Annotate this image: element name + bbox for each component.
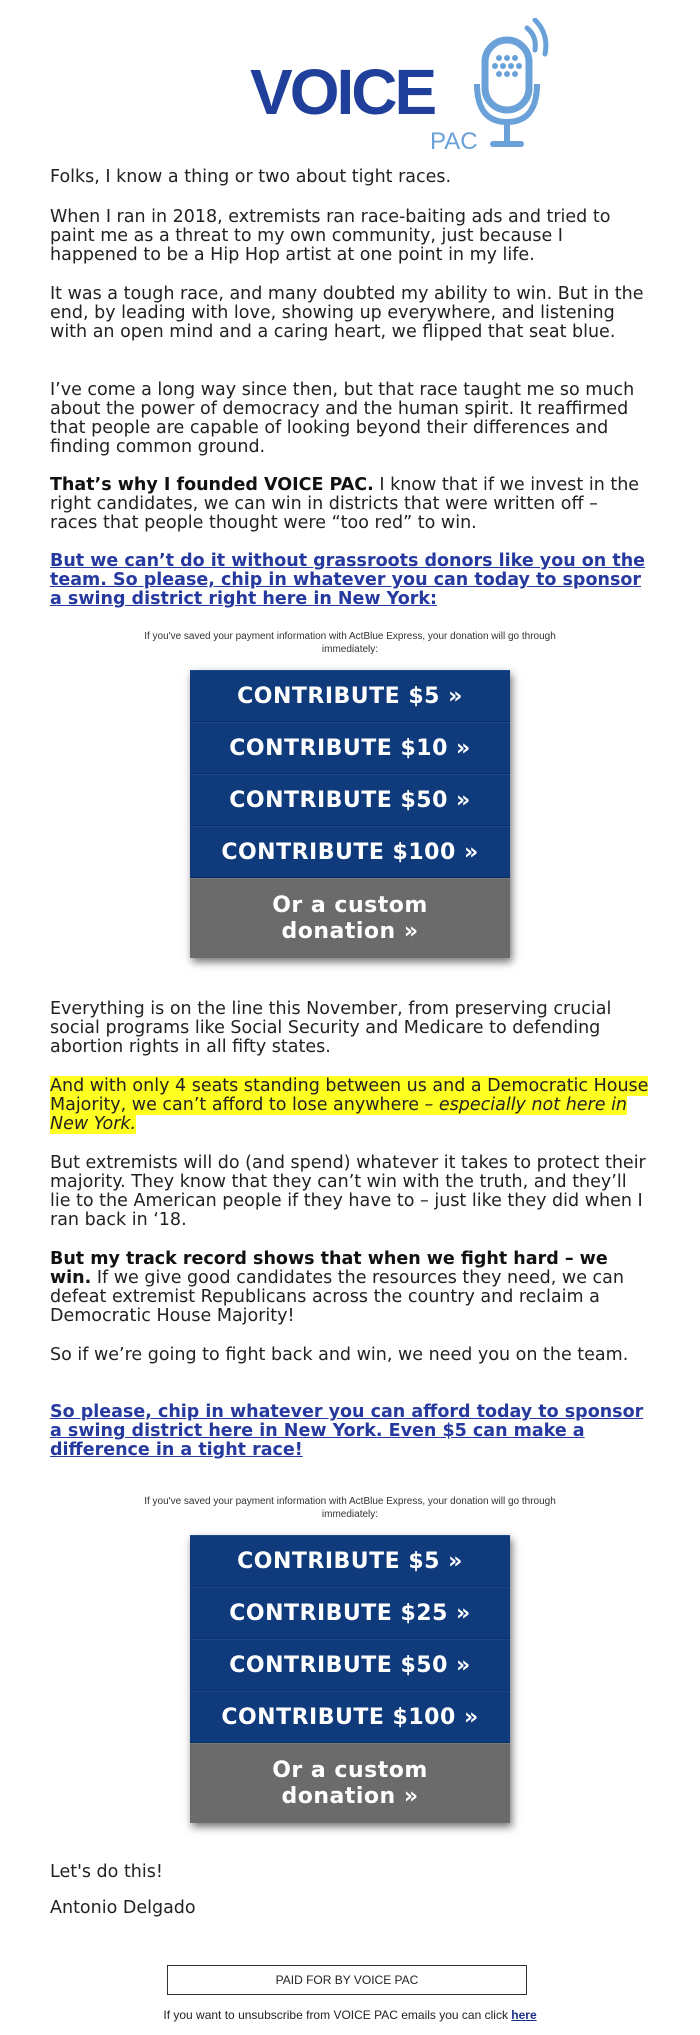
paragraph-2018-race: When I ran in 2018, extremists ran race-baiting ads and tried to paint me as a threat to my own community, just because I happened to be a Hip Hop artist at one point in my life. [50,207,611,265]
cta-link-1[interactable]: But we can’t do it without grassroots donors like you on the team. So please, chip in whatever you can today to sponsor a swing district right here in New York: [50,551,646,609]
contribute-100-button[interactable]: CONTRIBUTE $100 » [190,826,510,878]
cta-paragraph-1 [50,552,650,609]
custom-donation-line2: donation » [281,919,419,944]
contribute-50-button[interactable]: CONTRIBUTE $50 » [190,1639,510,1691]
highlighted-text [50,1076,648,1134]
custom-donation-line2: donation » [281,1784,419,1809]
paragraph-intro: Folks, I know a thing or two about tight races. [50,167,452,187]
unsubscribe-label: If you want to unsubscribe from VOICE PAC emails you can click [163,2008,512,2022]
founded-rest-text: I know that if we invest in the right candidates, we can win in districts that were written off – races that people thought were “too red” to win. [50,475,640,533]
custom-donation-button[interactable] [190,1743,510,1823]
cta-link-2[interactable]: So please, chip in whatever you can afford today to sponsor a swing district here in New York. Even $5 can make a difference in a tight race! [50,1402,644,1460]
four-seats-italic: especially not here in New York. [50,1095,628,1134]
paragraph-on-the-line: Everything is on the line this November, from preserving crucial social programs like Social Security and Medicare to defending abortion rights in all fifty states. [50,999,612,1057]
track-record-rest: If we give good candidates the resources they need, we can defeat extremist Republicans across the country and reclaim a Democratic House Majority! [50,1268,624,1326]
voice-pac-logo [250,18,550,158]
custom-donation-line1: Or a custom [272,893,428,918]
actblue-express-note-2: If you've saved your payment information with ActBlue Express, your donation will go through immediately: [144,1496,556,1520]
paragraph-fight-back: So if we’re going to fight back and win, we need you on the team. [50,1345,629,1365]
unsubscribe-text [50,2008,650,2022]
founded-bold-text: That’s why I founded VOICE PAC. [50,475,374,495]
paragraph-tough-race: It was a tough race, and many doubted my ability to win. But in the end, by leading with love, showing up everywhere, and listening with an open mind and a caring heart, we flipped that seat blue. [50,284,644,342]
contribute-5-button[interactable]: CONTRIBUTE $5 » [190,670,510,722]
signature-name: Antonio Delgado [50,1898,196,1918]
logo-wordmark: VOICE [250,56,435,128]
contribute-100-button[interactable]: CONTRIBUTE $100 » [190,1691,510,1743]
actblue-express-note-1: If you've saved your payment information with ActBlue Express, your donation will go through immediately: [144,631,556,655]
paragraph-long-way: I’ve come a long way since then, but that race taught me so much about the power of democracy and the human spirit. It reaffirmed that people are capable of looking beyond their differences and finding common ground. [50,380,635,457]
paragraph-founded [50,476,650,533]
paragraph-extremists: But extremists will do (and spend) whatever it takes to protect their majority. They know that they can’t win with the truth, and they’ll lie to the American people if they have to – just like they did when I ran back in ‘18. [50,1153,646,1230]
contribute-10-button[interactable]: CONTRIBUTE $10 » [190,722,510,774]
paragraph-four-seats [50,1077,650,1134]
contribute-50-button[interactable]: CONTRIBUTE $50 » [190,774,510,826]
microphone-icon [465,18,555,158]
custom-donation-button[interactable] [190,878,510,958]
contribute-5-button[interactable]: CONTRIBUTE $5 » [190,1535,510,1587]
closing-line: Let's do this! [50,1862,163,1882]
donation-button-group-1 [190,670,510,958]
track-record-bold: But my track record shows that when we fight hard – we win. [50,1249,608,1288]
donation-button-group-2 [190,1535,510,1823]
paragraph-track-record [50,1250,650,1326]
logo-subtitle: PAC [430,128,478,155]
four-seats-text: And with only 4 seats standing between us and a Democratic House Majority, we can’t afford to lose anywhere – [50,1076,649,1115]
contribute-25-button[interactable]: CONTRIBUTE $25 » [190,1587,510,1639]
paid-for-disclaimer: PAID FOR BY VOICE PAC [167,1965,527,1995]
cta-paragraph-2 [50,1403,650,1460]
custom-donation-line1: Or a custom [272,1758,428,1783]
unsubscribe-link[interactable]: here [511,2008,537,2022]
